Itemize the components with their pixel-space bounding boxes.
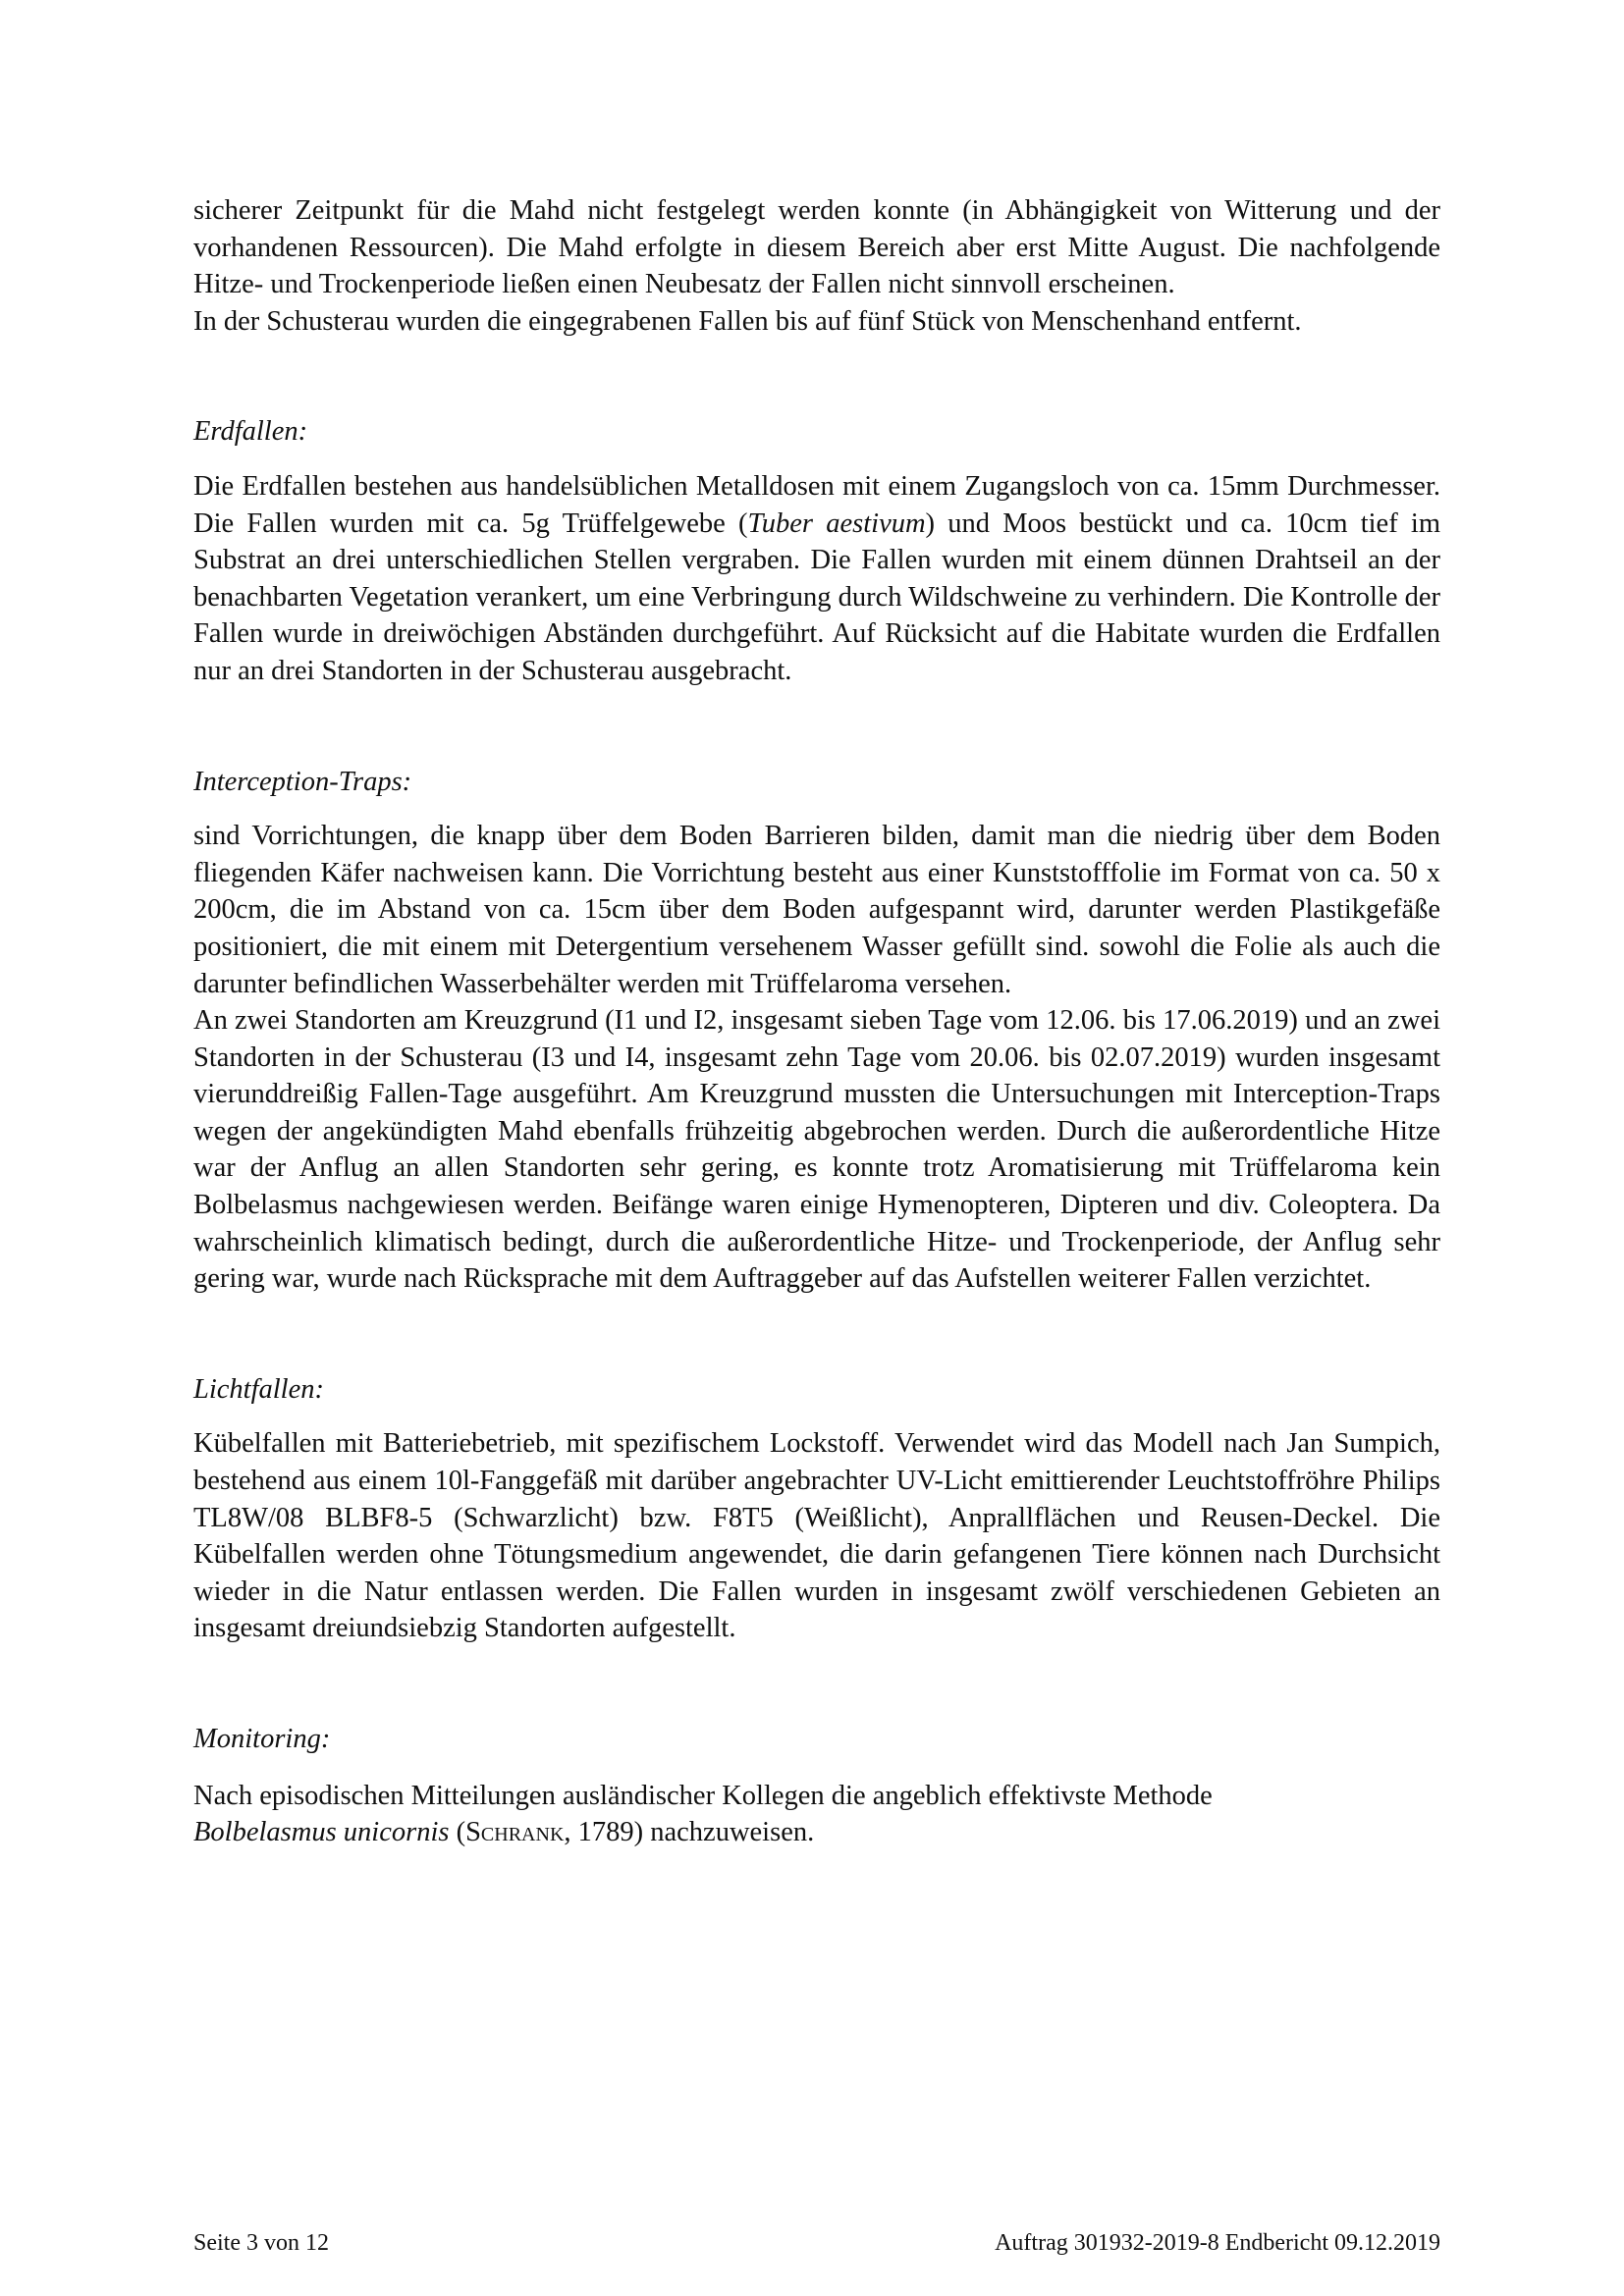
page-body — [193, 192, 1440, 1851]
monitoring-text-start: Nach episodischen Mitteilungen ausländischer Kollegen die angeblich effektivste Methode — [193, 1780, 1213, 1811]
interception-paragraph-1: sind Vorrichtungen, die knapp über dem Boden Barrieren bilden, damit man die niedrig über dem Boden fliegenden Käfer nachweisen kann. Die Vorrichtung besteht aus einer Kunststofffolie im Format von ca. 50 x 200cm, die im Abstand von ca. 15cm über dem Boden aufgespannt wird, darunter werden Plastikgefäße positioniert, die mit einem mit Detergentium versehenem Wasser gefüllt sind. sowohl die Folie als auch die darunter befindlichen Wasserbehälter werden mit Trüffelaroma versehen. — [193, 821, 1440, 999]
interception-heading: Interception-Traps: — [193, 766, 412, 797]
monitoring-text-mid: ( — [449, 1817, 466, 1848]
interception-paragraph-2: An zwei Standorten am Kreuzgrund (I1 und I2, insgesamt sieben Tage vom 12.06. bis 17.06.2019) und an zwei Standorten in der Schusterau (I3 und I4, insgesamt zehn Tage vom 20.06. bis 02.07.2019) wurden insgesamt vierunddreißig Fallen-Tage ausgeführt. Am Kreuzgrund mussten die Untersuchungen mit Interception-Traps wegen der angekündigten Mahd ebenfalls frühzeitig abgebrochen werden. Durch die außerordentliche Hitze war der Anflug an allen Standorten sehr gering, es konnte trotz Aromatisierung mit Trüffelaroma kein Bolbelasmus nachgewiesen werden. Beifänge waren einige Hymenopteren, Dipteren und div. Coleoptera. Da wahrscheinlich klimatisch bedingt, durch die außerordentliche Hitze- und Trockenperiode, der Anflug sehr gering war, wurde nach Rücksprache mit dem Auftraggeber auf das Aufstellen weiterer Fallen verzichtet. — [193, 1005, 1440, 1295]
lichtfallen-heading: Lichtfallen: — [193, 1373, 324, 1405]
erdfallen-species-name: Tuber aestivum — [747, 507, 926, 539]
monitoring-text-end: , 1789) nachzuweisen. — [564, 1817, 815, 1848]
erdfallen-text-start: Die Erdfallen bestehen aus handelsüblichen Metalldosen mit einem Zugangsloch von ca. 15mm Durchmesser. Die Fallen wurden mit ca. 5g Trüffelgewebe ( — [193, 470, 1440, 539]
monitoring-paragraph — [193, 1778, 1440, 1851]
monitoring-heading: Monitoring: — [193, 1724, 331, 1754]
erdfallen-heading: Erdfallen: — [193, 416, 308, 448]
footer-document-reference: Auftrag 301932-2019-8 Endbericht 09.12.2019 — [995, 2230, 1440, 2256]
lichtfallen-paragraph: Kübelfallen mit Batteriebetrieb, mit spezifischem Lockstoff. Verwendet wird das Modell nach Jan Sumpich, bestehend aus einem 10l-Fanggefäß mit darüber angebrachter UV-Licht emittierender Leuchtstoffröhre Philips TL8W/08 BLBF8-5 (Schwarzlicht) bzw. F8T5 (Weißlicht), Anprallflächen und Reusen-Deckel. Die Kübelfallen werden ohne Tötungsmedium angewendet, die darin gefangenen Tiere können nach Durchsicht wieder in die Natur entlassen werden. Die Fallen wurden in insgesamt zwölf verschiedenen Gebieten an insgesamt dreiundsiebzig Standorten aufgestellt. — [193, 1428, 1440, 1644]
monitoring-author-name: Schrank — [465, 1817, 565, 1848]
erdfallen-text-end: ) und Moos bestückt und ca. 10cm tief im Substrat an drei unterschiedlichen Stellen vergraben. Die Fallen wurden mit einem dünnen Drahtseil an der benachbarten Vegetation verankert, um eine Verbringung durch Wildschweine zu verhindern. Die Kontrolle der Fallen wurde in dreiwöchigen Abständen durchgeführt. Auf Rücksicht auf die Habitate wurden die Erdfallen nur an drei Standorten in der Schusterau ausgebracht. — [193, 507, 1440, 686]
monitoring-species-name: Bolbelasmus unicornis — [193, 1817, 450, 1848]
footer-page-number: Seite 3 von 12 — [193, 2230, 329, 2256]
intro-paragraph-1: sicherer Zeitpunkt für die Mahd nicht festgelegt werden konnte (in Abhängigkeit von Witterung und der vorhandenen Ressourcen). Die Mahd erfolgte in diesem Bereich aber erst Mitte August. Die nachfolgende Hitze- und Trockenperiode ließen einen Neubesatz der Fallen nicht sinnvoll erscheinen. — [193, 195, 1440, 300]
intro-paragraph-2: In der Schusterau wurden die eingegrabenen Fallen bis auf fünf Stück von Menschenhand entfernt. — [193, 305, 1302, 337]
page-footer — [193, 2228, 1440, 2258]
erdfallen-paragraph — [193, 468, 1440, 690]
